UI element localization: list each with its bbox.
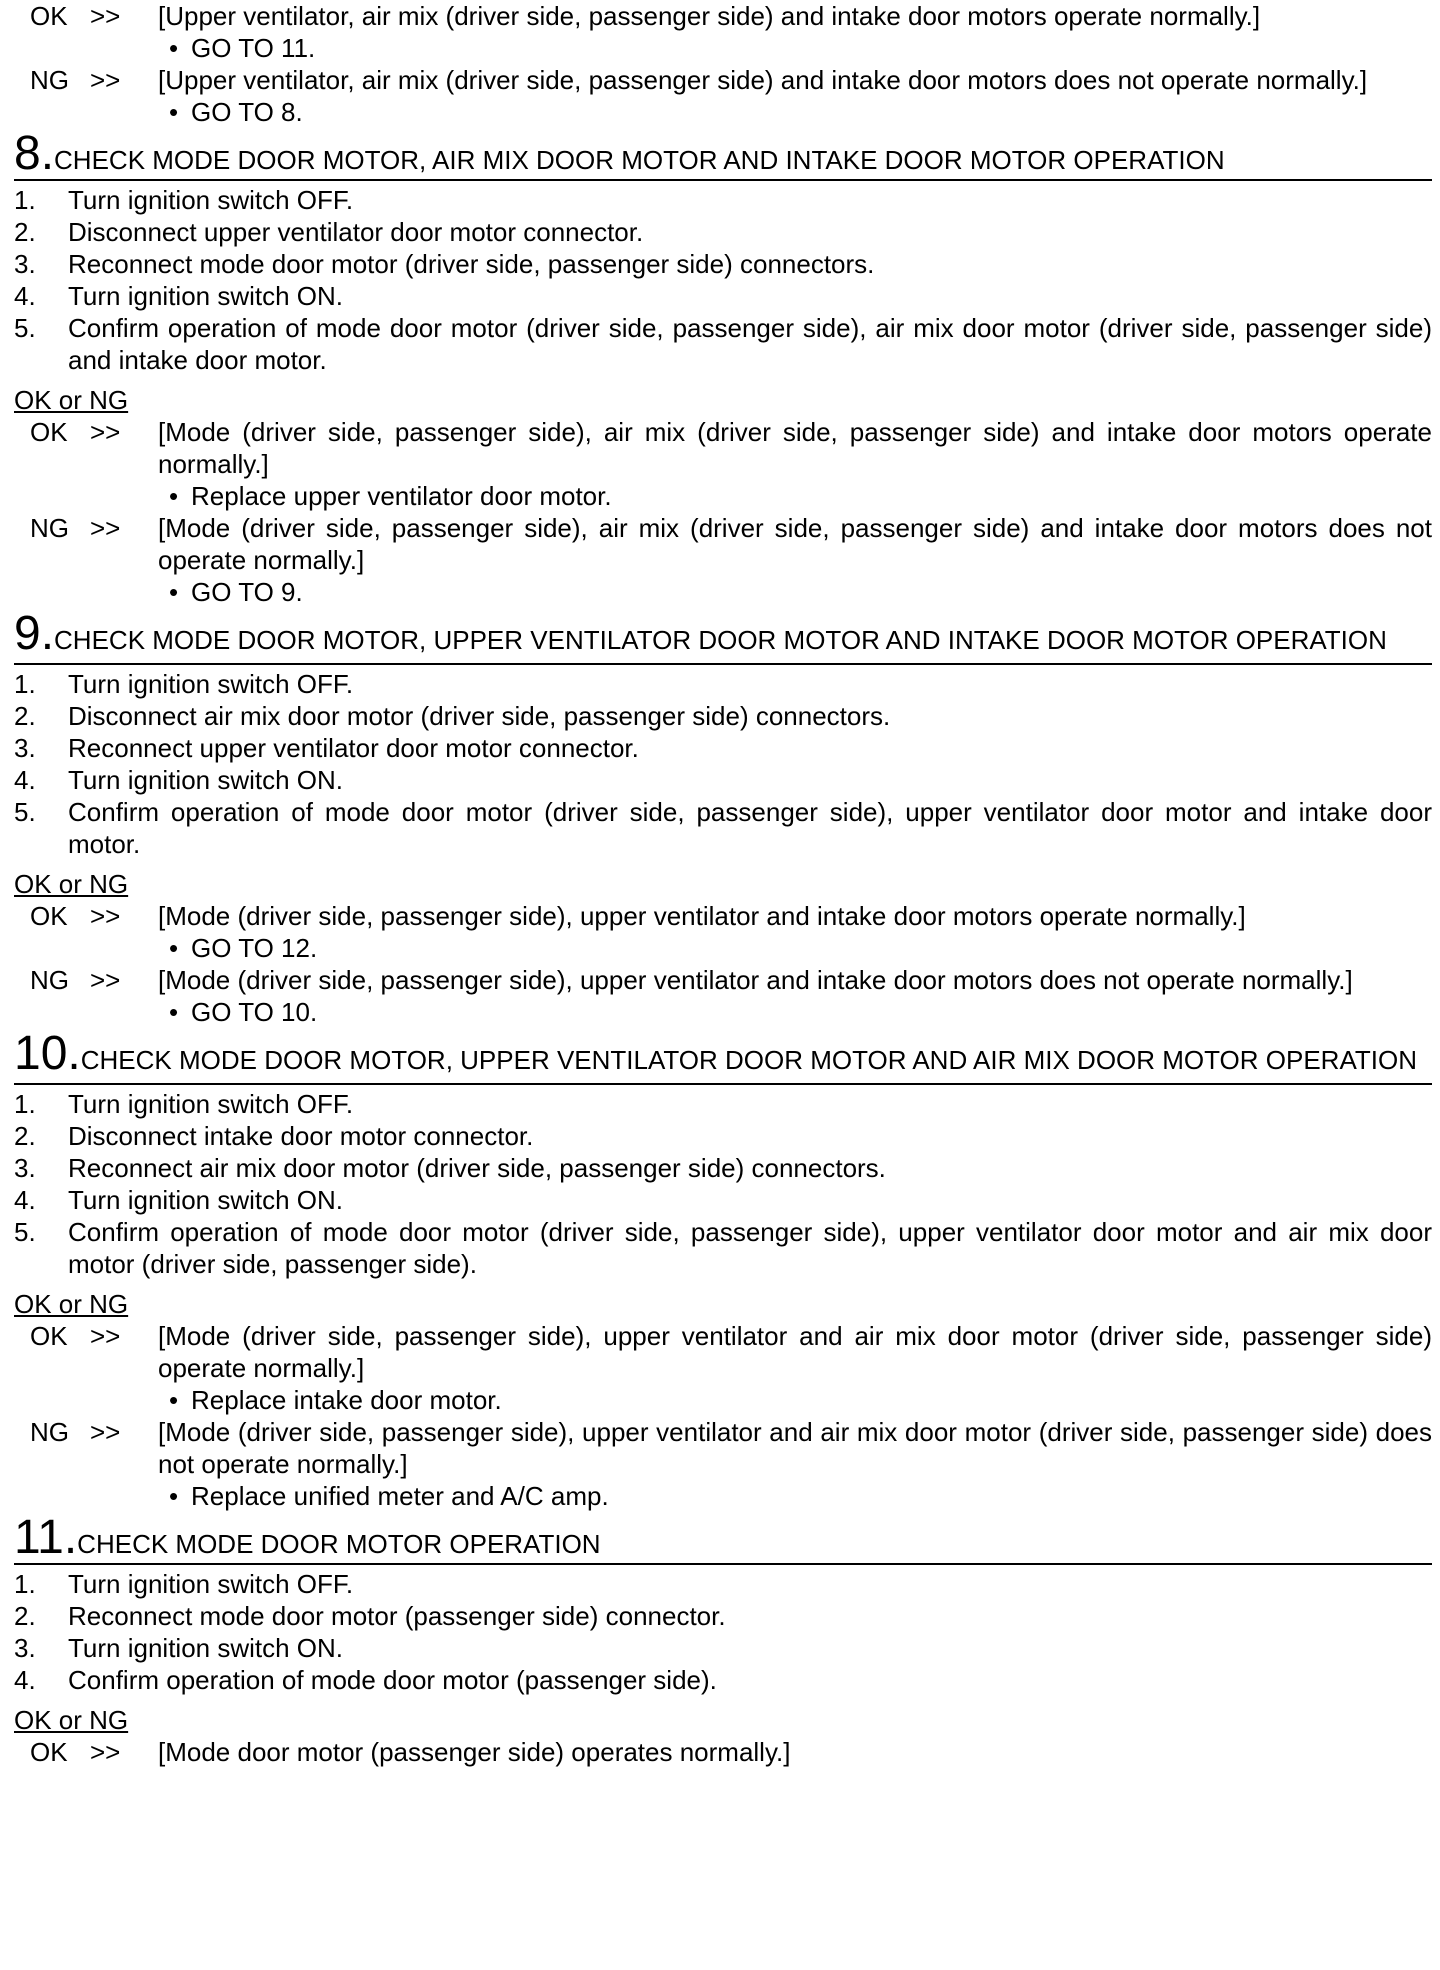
result-arrow: >>: [90, 417, 121, 447]
step-text: Turn ignition switch OFF.: [68, 669, 354, 699]
result-action-text: Replace intake door motor.: [191, 1385, 502, 1415]
step-item: [14, 796, 1432, 860]
step-item: [14, 1216, 1432, 1280]
step-text: Turn ignition switch ON.: [68, 1185, 344, 1215]
step-item: [14, 1120, 1432, 1152]
result-text: [Upper ventilator, air mix (driver side, passenger side) and intake door motors does not operate normally.]: [158, 65, 1368, 95]
step-item: [14, 1568, 1432, 1600]
step-text: Turn ignition switch OFF.: [68, 185, 354, 215]
result-action: [14, 932, 1432, 964]
step-text: Disconnect upper ventilator door motor connector.: [68, 217, 644, 247]
step-number: 4.: [14, 1185, 36, 1215]
document-page: [14, 0, 1432, 1768]
result-arrow: >>: [90, 65, 121, 95]
result-row-ng: [14, 1416, 1432, 1480]
result-text: [Mode (driver side, passenger side), upper ventilator and intake door motors operate normally.]: [158, 901, 1246, 931]
result-arrow: >>: [90, 1417, 121, 1447]
step-item: [14, 1600, 1432, 1632]
step-text: Turn ignition switch OFF.: [68, 1089, 354, 1119]
step-number: 5.: [14, 1217, 36, 1247]
ok-or-ng-label: OK or NG: [14, 1289, 129, 1319]
result-action-text: GO TO 11.: [191, 33, 316, 63]
result-arrow: >>: [90, 1321, 121, 1351]
step-number: 2.: [14, 1601, 36, 1631]
result-action-text: GO TO 9.: [191, 577, 303, 607]
step-text: Confirm operation of mode door motor (driver side, passenger side), upper ventilator door motor and air mix door motor (driver side, passenger side).: [68, 1217, 1432, 1279]
step-item: [14, 668, 1432, 700]
result-arrow: >>: [90, 1737, 121, 1767]
step-list: [14, 184, 1432, 376]
bullet-icon: •: [169, 97, 179, 127]
result-action: [14, 576, 1432, 608]
result-action-text: GO TO 10.: [191, 997, 318, 1027]
result-block: [14, 0, 1432, 128]
result-text: [Mode door motor (passenger side) operates normally.]: [158, 1737, 791, 1767]
step-number: 5.: [14, 797, 36, 827]
result-text: [Mode (driver side, passenger side), air mix (driver side, passenger side) and intake door motors does not operate normally.]: [158, 513, 1432, 575]
step-text: Turn ignition switch OFF.: [68, 1569, 354, 1599]
section-title: CHECK MODE DOOR MOTOR, UPPER VENTILATOR DOOR MOTOR AND INTAKE DOOR MOTOR OPERATION: [54, 625, 1387, 655]
step-number: 4.: [14, 765, 36, 795]
bullet-icon: •: [169, 33, 179, 63]
result-arrow: >>: [90, 513, 121, 543]
step-number: 3.: [14, 733, 36, 763]
step-item: [14, 1664, 1432, 1696]
result-action-text: Replace upper ventilator door motor.: [191, 481, 612, 511]
result-arrow: >>: [90, 965, 121, 995]
step-number: 1.: [14, 1089, 36, 1119]
result-text: [Mode (driver side, passenger side), upper ventilator and intake door motors does not operate normally.]: [158, 965, 1353, 995]
section-number: 11.: [14, 1511, 78, 1564]
result-row-ng: [14, 964, 1432, 996]
result-row-ok: [14, 416, 1432, 480]
step-item: [14, 1184, 1432, 1216]
step-number: 4.: [14, 1665, 36, 1695]
step-number: 2.: [14, 1121, 36, 1151]
result-action: [14, 480, 1432, 512]
step-item: [14, 312, 1432, 376]
step-item: [14, 732, 1432, 764]
result-label: NG: [30, 1417, 69, 1447]
result-action: [14, 32, 1432, 64]
step-item: [14, 1152, 1432, 1184]
step-number: 1.: [14, 185, 36, 215]
step-number: 4.: [14, 281, 36, 311]
result-action-text: GO TO 12.: [191, 933, 318, 963]
section-number: 10.: [14, 1027, 81, 1080]
step-number: 3.: [14, 1633, 36, 1663]
step-text: Turn ignition switch ON.: [68, 281, 344, 311]
step-item: [14, 280, 1432, 312]
result-row-ok: [14, 1736, 1432, 1768]
step-item: [14, 184, 1432, 216]
section-8: [14, 127, 1432, 608]
step-text: Confirm operation of mode door motor (driver side, passenger side), upper ventilator door motor and intake door motor.: [68, 797, 1432, 859]
step-number: 2.: [14, 217, 36, 247]
section-number: 9.: [14, 607, 55, 660]
step-text: Reconnect mode door motor (driver side, passenger side) connectors.: [68, 249, 875, 279]
step-list: [14, 1088, 1432, 1280]
result-label: OK: [30, 1321, 68, 1351]
ok-or-ng-label: OK or NG: [14, 869, 129, 899]
step-number: 1.: [14, 669, 36, 699]
result-row-ok: [14, 0, 1432, 32]
result-row-ok: [14, 1320, 1432, 1384]
result-label: NG: [30, 965, 69, 995]
step-item: [14, 248, 1432, 280]
step-text: Turn ignition switch ON.: [68, 765, 344, 795]
bullet-icon: •: [169, 1481, 179, 1511]
result-action: [14, 1480, 1432, 1512]
section-9: [14, 607, 1432, 1028]
result-text: [Mode (driver side, passenger side), air mix (driver side, passenger side) and intake door motors operate normally.]: [158, 417, 1432, 479]
bullet-icon: •: [169, 577, 179, 607]
step-item: [14, 700, 1432, 732]
result-arrow: >>: [90, 1, 121, 31]
ok-or-ng-label: OK or NG: [14, 385, 129, 415]
step-text: Reconnect mode door motor (passenger side) connector.: [68, 1601, 726, 1631]
section-11: [14, 1511, 1432, 1768]
step-number: 3.: [14, 249, 36, 279]
step-item: [14, 216, 1432, 248]
result-row-ng: [14, 64, 1432, 96]
result-text: [Mode (driver side, passenger side), upper ventilator and air mix door motor (driver side, passenger side) does not operate normally.]: [158, 1417, 1432, 1479]
result-arrow: >>: [90, 901, 121, 931]
section-heading: [14, 127, 1432, 181]
step-list: [14, 1568, 1432, 1696]
step-text: Disconnect air mix door motor (driver side, passenger side) connectors.: [68, 701, 891, 731]
step-item: [14, 764, 1432, 796]
ok-or-ng-label: OK or NG: [14, 1705, 129, 1735]
section-title: CHECK MODE DOOR MOTOR OPERATION: [77, 1529, 601, 1559]
result-action: [14, 96, 1432, 128]
step-number: 1.: [14, 1569, 36, 1599]
section-number: 8.: [14, 127, 55, 180]
result-action-text: Replace unified meter and A/C amp.: [191, 1481, 609, 1511]
section-heading: [14, 1027, 1432, 1085]
step-number: 3.: [14, 1153, 36, 1183]
step-item: [14, 1088, 1432, 1120]
result-label: NG: [30, 513, 69, 543]
step-text: Turn ignition switch ON.: [68, 1633, 344, 1663]
bullet-icon: •: [169, 481, 179, 511]
step-text: Confirm operation of mode door motor (driver side, passenger side), air mix door motor (driver side, passenger side) and intake door motor.: [68, 313, 1432, 375]
result-label: OK: [30, 1, 68, 31]
bullet-icon: •: [169, 997, 179, 1027]
bullet-icon: •: [169, 1385, 179, 1415]
section-heading: [14, 1511, 1432, 1565]
step-number: 5.: [14, 313, 36, 343]
section-heading: [14, 607, 1432, 665]
result-row-ok: [14, 900, 1432, 932]
result-text: [Upper ventilator, air mix (driver side, passenger side) and intake door motors operate normally.]: [158, 1, 1261, 31]
result-label: OK: [30, 901, 68, 931]
result-label: OK: [30, 1737, 68, 1767]
section-title: CHECK MODE DOOR MOTOR, AIR MIX DOOR MOTOR AND INTAKE DOOR MOTOR OPERATION: [54, 145, 1225, 175]
step-list: [14, 668, 1432, 860]
section-10: [14, 1027, 1432, 1512]
step-text: Confirm operation of mode door motor (passenger side).: [68, 1665, 717, 1695]
result-label: OK: [30, 417, 68, 447]
result-text: [Mode (driver side, passenger side), upper ventilator and air mix door motor (driver side, passenger side) operate normally.]: [158, 1321, 1432, 1383]
step-text: Reconnect upper ventilator door motor connector.: [68, 733, 639, 763]
step-item: [14, 1632, 1432, 1664]
result-row-ng: [14, 512, 1432, 576]
section-title: CHECK MODE DOOR MOTOR, UPPER VENTILATOR DOOR MOTOR AND AIR MIX DOOR MOTOR OPERATION: [80, 1045, 1417, 1075]
result-action: [14, 996, 1432, 1028]
result-label: NG: [30, 65, 69, 95]
step-number: 2.: [14, 701, 36, 731]
result-action: [14, 1384, 1432, 1416]
step-text: Reconnect air mix door motor (driver side, passenger side) connectors.: [68, 1153, 886, 1183]
step-text: Disconnect intake door motor connector.: [68, 1121, 534, 1151]
bullet-icon: •: [169, 933, 179, 963]
result-action-text: GO TO 8.: [191, 97, 303, 127]
